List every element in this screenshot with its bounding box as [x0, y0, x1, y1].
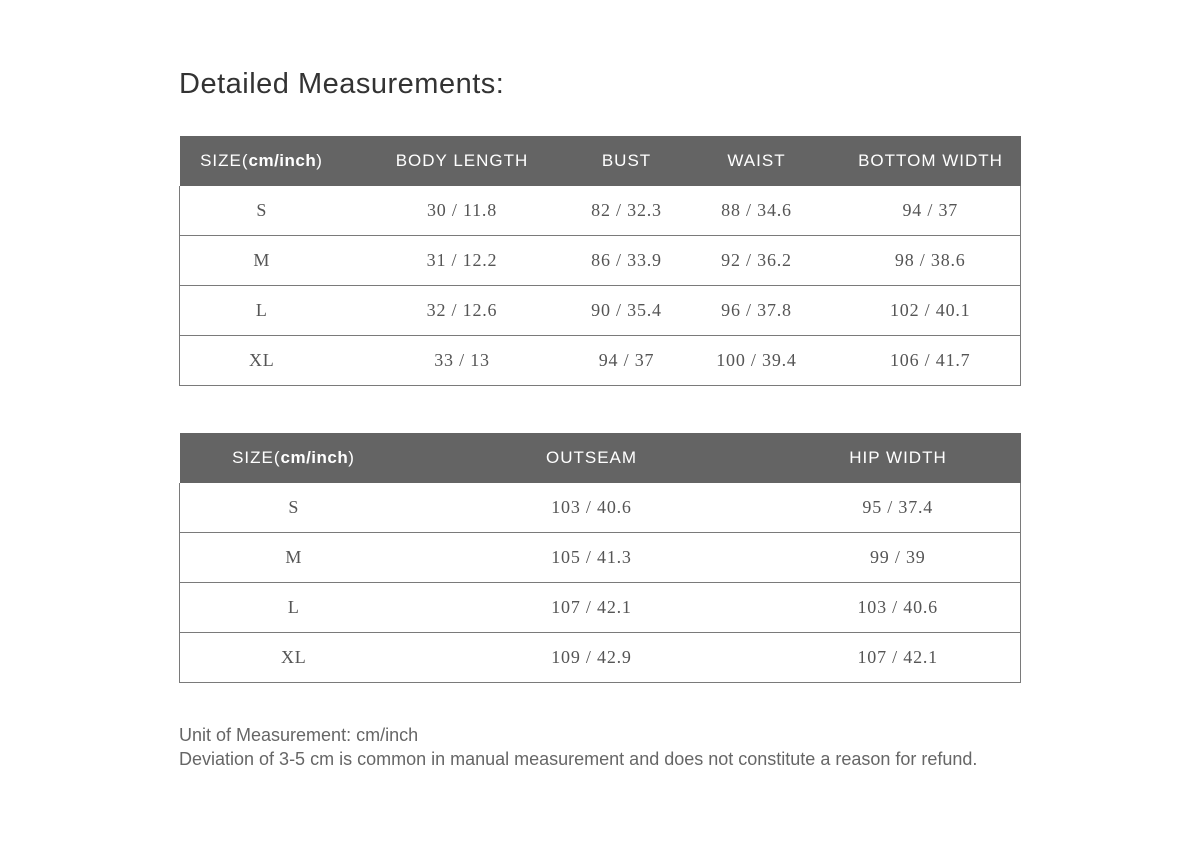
outseam-cell: 103 / 40.6 — [551, 497, 632, 517]
bust-cell: 86 / 33.9 — [581, 236, 673, 286]
waist-cell: 92 / 36.2 — [673, 236, 841, 286]
measurements-table-top — [179, 136, 1021, 386]
body-length-cell: 31 / 12.2 — [344, 236, 581, 286]
hip-width-cell: 95 / 37.4 — [776, 483, 1021, 533]
table-row — [180, 186, 1021, 236]
table-row — [180, 336, 1021, 386]
column-header-hip-width: HIP WIDTH — [776, 433, 1021, 483]
table-row — [180, 236, 1021, 286]
waist-cell: 88 / 34.6 — [721, 200, 792, 220]
body-length-cell: 32 / 12.6 — [344, 286, 581, 336]
size-header-unit: cm/inch — [248, 151, 317, 170]
size-header-suffix: ) — [316, 151, 323, 170]
size-header-suffix: ) — [348, 448, 355, 467]
waist-cell: 96 / 37.8 — [673, 286, 841, 336]
measurement-footnote — [179, 723, 977, 771]
outseam-cell: 109 / 42.9 — [408, 633, 776, 683]
table-row — [180, 483, 1021, 533]
size-cell: L — [180, 583, 408, 633]
bottom-width-cell: 94 / 37 — [841, 186, 1021, 236]
page-title: Detailed Measurements: — [179, 68, 505, 100]
body-length-cell: 33 / 13 — [344, 336, 581, 386]
unit-note: Unit of Measurement: cm/inch — [179, 725, 419, 745]
table-row — [180, 286, 1021, 336]
waist-cell: 100 / 39.4 — [673, 336, 841, 386]
bottom-width-cell: 102 / 40.1 — [841, 286, 1021, 336]
column-header-waist: WAIST — [673, 136, 841, 186]
table-header-row — [180, 433, 1021, 483]
hip-width-cell: 99 / 39 — [776, 533, 1021, 583]
size-cell: S — [180, 483, 408, 533]
size-cell: M — [180, 236, 344, 286]
table-header-row — [180, 136, 1021, 186]
size-header-unit: cm/inch — [280, 448, 349, 467]
size-cell: L — [180, 286, 344, 336]
table-row — [180, 533, 1021, 583]
bust-cell: 82 / 32.3 — [591, 200, 662, 220]
table-row — [180, 633, 1021, 683]
column-header-size — [180, 136, 344, 186]
hip-width-cell: 103 / 40.6 — [776, 583, 1021, 633]
column-header-outseam: OUTSEAM — [408, 433, 776, 483]
body-length-cell: 30 / 11.8 — [426, 200, 498, 220]
column-header-bottom-width: BOTTOM WIDTH — [841, 136, 1021, 186]
outseam-cell: 107 / 42.1 — [408, 583, 776, 633]
size-cell: XL — [180, 336, 344, 386]
size-cell: XL — [180, 633, 408, 683]
size-cell: S — [180, 186, 344, 236]
column-header-size — [180, 433, 408, 483]
column-header-bust: BUST — [581, 136, 673, 186]
outseam-cell: 105 / 41.3 — [408, 533, 776, 583]
measurements-table-bottom — [179, 433, 1021, 683]
size-header-prefix: SIZE( — [232, 448, 281, 467]
bottom-width-cell: 106 / 41.7 — [841, 336, 1021, 386]
size-cell: M — [180, 533, 408, 583]
size-header-prefix: SIZE( — [200, 151, 249, 170]
column-header-body-length: BODY LENGTH — [344, 136, 581, 186]
hip-width-cell: 107 / 42.1 — [776, 633, 1021, 683]
bust-cell: 90 / 35.4 — [581, 286, 673, 336]
deviation-note: Deviation of 3-5 cm is common in manual measurement and does not constitute a reason for refund. — [179, 749, 978, 769]
table-row — [180, 583, 1021, 633]
bust-cell: 94 / 37 — [581, 336, 673, 386]
bottom-width-cell: 98 / 38.6 — [841, 236, 1021, 286]
